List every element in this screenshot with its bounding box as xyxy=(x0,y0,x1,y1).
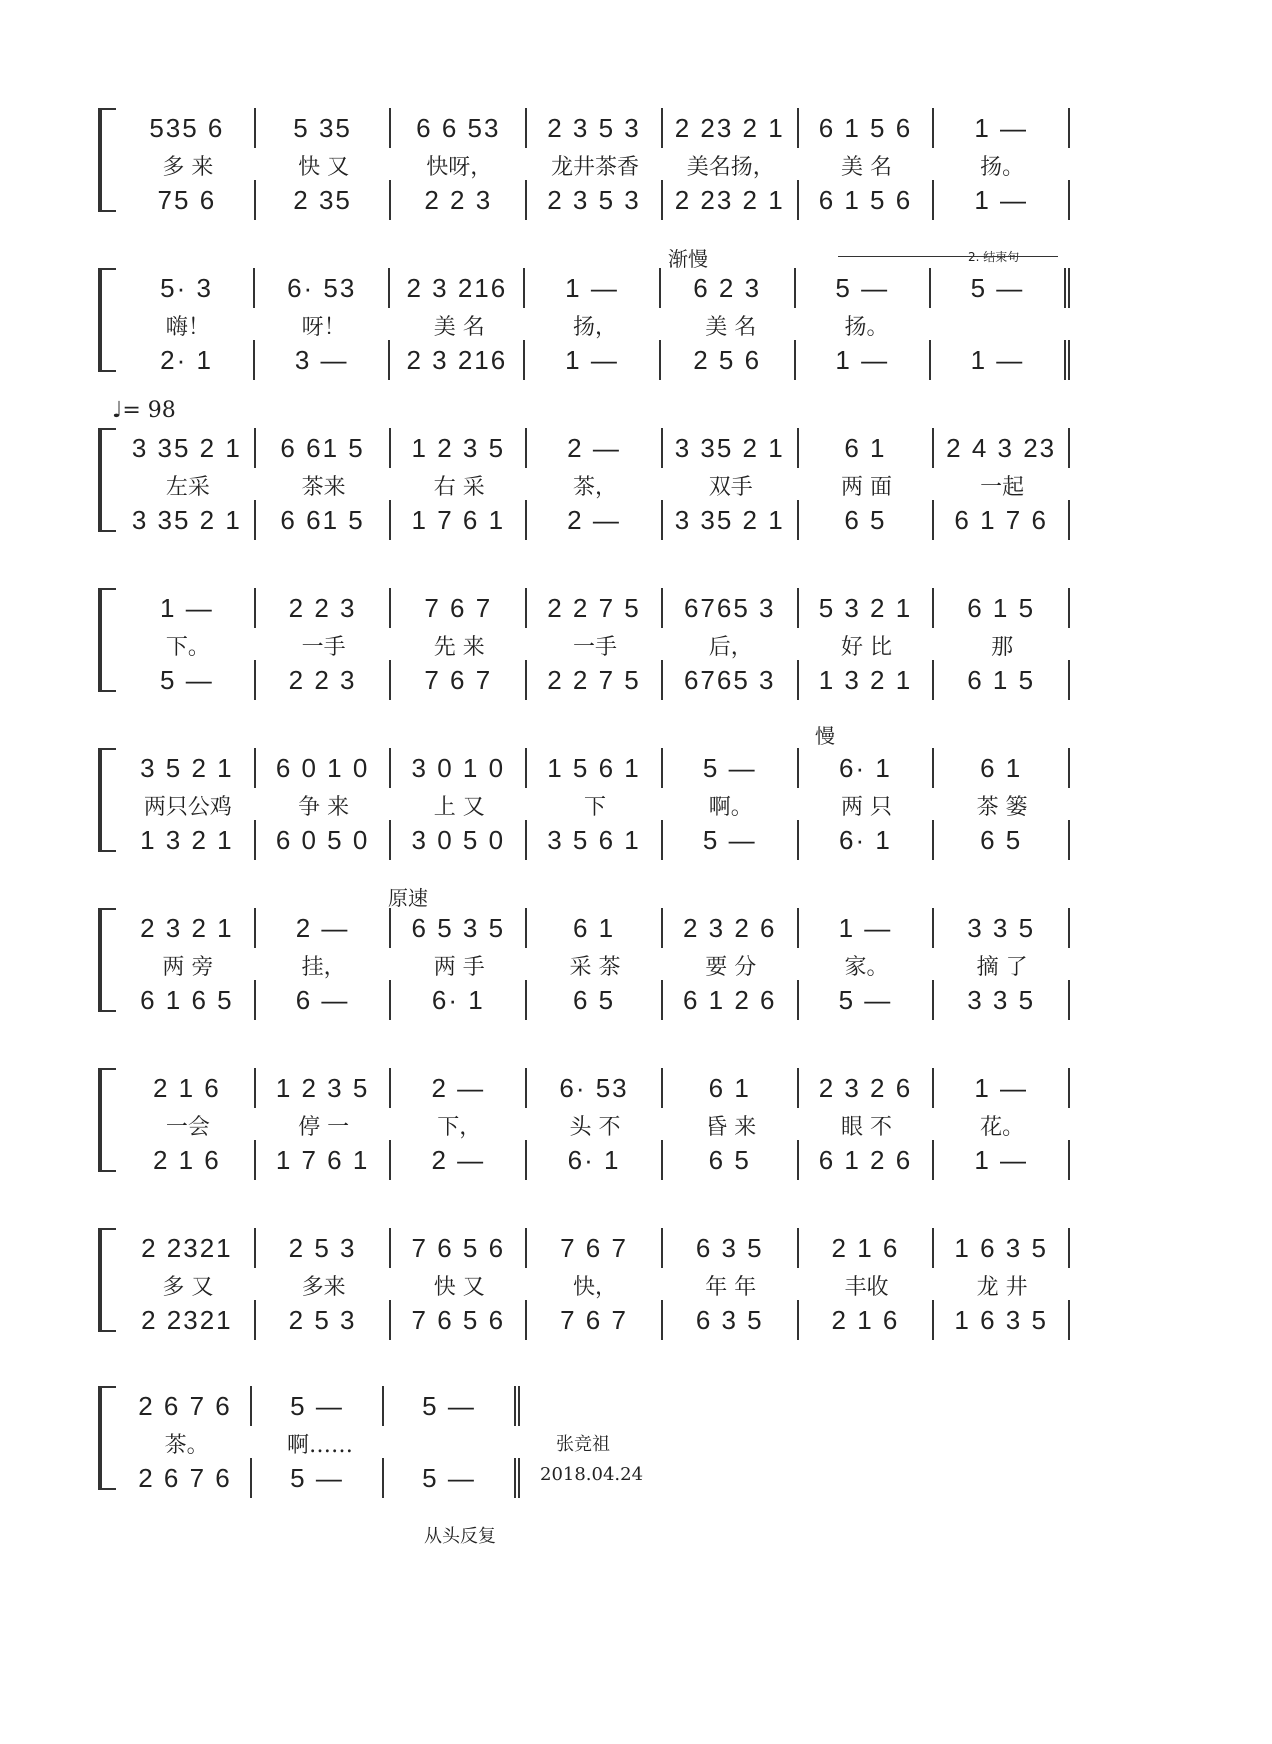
lyric-text: 一会 xyxy=(165,1115,210,1140)
lyric-text: 摘 了 xyxy=(976,955,1028,980)
measure: 2 3 216 xyxy=(390,340,525,380)
ending-line xyxy=(838,256,1058,257)
lyric-text: 快 又 xyxy=(433,1275,485,1300)
lyric-line xyxy=(120,950,1070,981)
mark-jianman: 渐慢 xyxy=(668,247,708,271)
lyric-text: 下 xyxy=(584,795,607,820)
lyric-text: 两 只 xyxy=(840,795,892,820)
tempo-mark: ♩= 98 xyxy=(112,398,176,423)
lyric-text: 呀！ xyxy=(301,315,346,340)
measure: 6· 1 xyxy=(527,1140,663,1180)
system-bracket xyxy=(98,108,116,212)
measure: 535 6 xyxy=(120,108,256,148)
bottom-voice xyxy=(120,1140,1070,1180)
measure: 3 5 6 1 xyxy=(527,820,663,860)
system-bracket xyxy=(98,1068,116,1172)
measure: 3 3 5 xyxy=(934,908,1070,948)
lyric-text: 多 又 xyxy=(162,1275,214,1300)
measure: 6 61 5 xyxy=(256,428,392,468)
measure: 6 0 1 0 xyxy=(256,748,392,788)
measure: 2 3 5 3 xyxy=(527,108,663,148)
measure: 5 — xyxy=(252,1458,384,1498)
top-voice xyxy=(120,588,1070,628)
measure: 6765 3 xyxy=(663,588,799,628)
measure: 7 6 7 xyxy=(527,1228,663,1268)
lyric-text: 快呀， xyxy=(426,155,493,180)
measure: 5 — xyxy=(663,820,799,860)
top-voice xyxy=(120,748,1070,788)
measure: 2 6 7 6 xyxy=(120,1386,252,1426)
measure: 2 35 xyxy=(256,180,392,220)
measure: 2 4 3 23 xyxy=(934,428,1070,468)
lyric-text: 后， xyxy=(708,635,753,660)
measure: 2 — xyxy=(391,1068,527,1108)
lyric-text: 要 分 xyxy=(705,955,757,980)
measure: 5 — xyxy=(384,1458,520,1498)
lyric-text: 两只公鸡 xyxy=(143,795,232,820)
measure: 6 0 5 0 xyxy=(256,820,392,860)
measure: 1 — xyxy=(525,340,660,380)
lyric-text: 扬， xyxy=(573,315,618,340)
lyric-text: 美 名 xyxy=(840,155,892,180)
ending-2: 2. 结束句 xyxy=(968,250,1020,264)
lyric-text: 两 面 xyxy=(840,475,892,500)
measure: 7 6 5 6 xyxy=(391,1300,527,1340)
lyric-text: 一起 xyxy=(980,475,1025,500)
bottom-voice xyxy=(120,980,1070,1020)
bottom-voice xyxy=(120,660,1070,700)
measure: 1 7 6 1 xyxy=(256,1140,392,1180)
lyric-text: 停 一 xyxy=(298,1115,350,1140)
measure: 6 1 2 6 xyxy=(799,1140,935,1180)
measure: 2 2 3 xyxy=(256,660,392,700)
measure: 6 5 xyxy=(663,1140,799,1180)
measure: 1 2 3 5 xyxy=(256,1068,392,1108)
measure: 6 1 2 6 xyxy=(663,980,799,1020)
lyric-text: 一手 xyxy=(301,635,346,660)
measure: 2 2321 xyxy=(120,1300,256,1340)
measure: 2 2 7 5 xyxy=(527,660,663,700)
measure: 1 — xyxy=(799,908,935,948)
measure: 1 3 2 1 xyxy=(799,660,935,700)
lyric-text: 茶。 xyxy=(164,1433,209,1458)
lyric-text: 两 手 xyxy=(433,955,485,980)
system-bracket xyxy=(98,748,116,852)
system-bracket xyxy=(98,1386,116,1490)
lyric-text: 龙 井 xyxy=(976,1275,1028,1300)
lyric-line xyxy=(120,470,1070,501)
top-voice xyxy=(120,268,1070,308)
measure: 2 3 2 1 xyxy=(120,908,256,948)
measure: 2 3 5 3 xyxy=(527,180,663,220)
lyric-line xyxy=(120,1110,1070,1141)
bottom-voice xyxy=(120,180,1070,220)
measure: 1 — xyxy=(934,180,1070,220)
measure: 2 — xyxy=(527,428,663,468)
lyric-text: 茶 篓 xyxy=(976,795,1028,820)
measure: 5 — xyxy=(931,268,1070,308)
bottom-voice xyxy=(120,340,1070,380)
measure: 6 5 xyxy=(799,500,935,540)
date: 2018.04.24 xyxy=(540,1464,644,1485)
lyric-text: 龙井茶香 xyxy=(551,155,640,180)
measure: 6 1 xyxy=(934,748,1070,788)
lyric-text: 左采 xyxy=(165,475,210,500)
lyric-text: 美 名 xyxy=(705,315,757,340)
top-voice xyxy=(120,1386,520,1426)
measure: 3 35 2 1 xyxy=(663,428,799,468)
measure: 2 5 6 xyxy=(661,340,796,380)
measure: 3 — xyxy=(255,340,390,380)
measure: 3 0 5 0 xyxy=(391,820,527,860)
measure: 2 5 3 xyxy=(256,1228,392,1268)
measure: 6 3 5 xyxy=(663,1300,799,1340)
measure: 1 — xyxy=(120,588,256,628)
measure: 2 2 3 xyxy=(256,588,392,628)
measure: 1 — xyxy=(931,340,1070,380)
measure: 6 1 5 6 xyxy=(799,180,935,220)
lyric-text: 采 茶 xyxy=(569,955,621,980)
top-voice xyxy=(120,1228,1070,1268)
measure: 6 6 53 xyxy=(391,108,527,148)
measure: 5 — xyxy=(120,660,256,700)
measure: 3 0 1 0 xyxy=(391,748,527,788)
measure: 6· 1 xyxy=(799,820,935,860)
measure: 6 1 xyxy=(663,1068,799,1108)
measure: 6 1 xyxy=(527,908,663,948)
measure: 2 1 6 xyxy=(799,1228,935,1268)
lyric-text: 好 比 xyxy=(840,635,892,660)
measure: 2 2 3 xyxy=(391,180,527,220)
measure: 6 1 xyxy=(799,428,935,468)
lyric-text: 昏 来 xyxy=(705,1115,757,1140)
measure: 6 1 6 5 xyxy=(120,980,256,1020)
bottom-voice xyxy=(120,820,1070,860)
measure: 6765 3 xyxy=(663,660,799,700)
measure: 6 1 5 6 xyxy=(799,108,935,148)
mark-man: 慢 xyxy=(815,724,835,748)
lyric-text: 争 来 xyxy=(298,795,350,820)
measure: 1 — xyxy=(796,340,931,380)
lyric-text: 美名扬， xyxy=(686,155,775,180)
lyric-text: 快， xyxy=(573,1275,618,1300)
mark-yuansu: 原速 xyxy=(388,886,428,910)
measure: 2 2 7 5 xyxy=(527,588,663,628)
measure: 3 35 2 1 xyxy=(120,428,256,468)
measure: 7 6 7 xyxy=(391,588,527,628)
lyric-text: 下， xyxy=(437,1115,482,1140)
lyric-line xyxy=(120,630,1070,661)
measure: 5 — xyxy=(799,980,935,1020)
measure: 2 5 3 xyxy=(256,1300,392,1340)
measure: 5 — xyxy=(252,1386,384,1426)
bottom-voice xyxy=(120,500,1070,540)
lyric-line xyxy=(120,150,1070,181)
measure: 6 5 3 5 xyxy=(391,908,527,948)
measure: 2 2321 xyxy=(120,1228,256,1268)
top-voice xyxy=(120,108,1070,148)
lyric-text: 啊。 xyxy=(708,795,753,820)
lyric-text xyxy=(934,310,1070,341)
lyric-text: 扬。 xyxy=(980,155,1025,180)
measure: 6· 1 xyxy=(799,748,935,788)
measure: 75 6 xyxy=(120,180,256,220)
lyric-text: 家。 xyxy=(844,955,889,980)
measure: 6 1 7 6 xyxy=(934,500,1070,540)
measure: 7 6 7 xyxy=(527,1300,663,1340)
system-bracket xyxy=(98,1228,116,1332)
lyric-text xyxy=(387,1428,520,1459)
measure: 2 — xyxy=(391,1140,527,1180)
lyric-text: 年 年 xyxy=(705,1275,757,1300)
measure: 6 1 5 xyxy=(934,588,1070,628)
measure: 2· 1 xyxy=(120,340,255,380)
lyric-text: 丰收 xyxy=(844,1275,889,1300)
system-bracket xyxy=(98,908,116,1012)
lyric-text: 茶来 xyxy=(301,475,346,500)
measure: 2 3 2 6 xyxy=(799,1068,935,1108)
measure: 5 — xyxy=(796,268,931,308)
lyric-text: 茶， xyxy=(573,475,618,500)
measure: 2 3 2 6 xyxy=(663,908,799,948)
measure: 6 3 5 xyxy=(663,1228,799,1268)
measure: 6 — xyxy=(256,980,392,1020)
system-bracket xyxy=(98,268,116,372)
top-voice xyxy=(120,1068,1070,1108)
lyric-text: 快 又 xyxy=(298,155,350,180)
measure: 1 2 3 5 xyxy=(391,428,527,468)
lyric-text: 扬。 xyxy=(844,315,889,340)
author: 张竞祖 xyxy=(556,1434,610,1455)
lyric-line xyxy=(120,1270,1070,1301)
measure: 1 3 2 1 xyxy=(120,820,256,860)
measure: 2 1 6 xyxy=(120,1068,256,1108)
top-voice xyxy=(120,428,1070,468)
lyric-text: 一手 xyxy=(573,635,618,660)
lyric-text: 花。 xyxy=(980,1115,1025,1140)
measure: 1 6 3 5 xyxy=(934,1300,1070,1340)
measure: 2 — xyxy=(256,908,392,948)
measure: 5 3 2 1 xyxy=(799,588,935,628)
bottom-voice xyxy=(120,1458,520,1498)
lyric-text: 嗨！ xyxy=(165,315,210,340)
lyric-text: 啊…… xyxy=(286,1433,353,1458)
lyric-line xyxy=(120,1428,520,1459)
measure: 1 — xyxy=(934,1068,1070,1108)
measure: 1 — xyxy=(934,108,1070,148)
measure: 6 2 3 xyxy=(661,268,796,308)
lyric-line xyxy=(120,310,1070,341)
repeat-mark: 从头反复 xyxy=(424,1526,496,1547)
lyric-text: 两 旁 xyxy=(162,955,214,980)
measure: 2 23 2 1 xyxy=(663,180,799,220)
measure: 7 6 7 xyxy=(391,660,527,700)
lyric-text: 眼 不 xyxy=(840,1115,892,1140)
measure: 3 35 2 1 xyxy=(120,500,256,540)
measure: 2 1 6 xyxy=(120,1140,256,1180)
measure: 1 — xyxy=(934,1140,1070,1180)
lyric-text: 多来 xyxy=(301,1275,346,1300)
measure: 5· 3 xyxy=(120,268,255,308)
lyric-text: 多 来 xyxy=(162,155,214,180)
system-bracket xyxy=(98,588,116,692)
bottom-voice xyxy=(120,1300,1070,1340)
measure: 6 5 xyxy=(934,820,1070,860)
measure: 1 — xyxy=(525,268,660,308)
measure: 3 5 2 1 xyxy=(120,748,256,788)
measure: 6· 53 xyxy=(527,1068,663,1108)
measure: 5 — xyxy=(663,748,799,788)
lyric-text: 挂， xyxy=(301,955,346,980)
measure: 6· 1 xyxy=(391,980,527,1020)
lyric-text: 先 来 xyxy=(433,635,485,660)
lyric-text: 头 不 xyxy=(569,1115,621,1140)
measure: 1 7 6 1 xyxy=(391,500,527,540)
measure: 6 61 5 xyxy=(256,500,392,540)
lyric-line xyxy=(120,790,1070,821)
measure: 5 — xyxy=(384,1386,520,1426)
measure: 2 1 6 xyxy=(799,1300,935,1340)
measure: 2 3 216 xyxy=(390,268,525,308)
measure: 7 6 5 6 xyxy=(391,1228,527,1268)
top-voice xyxy=(120,908,1070,948)
measure: 2 — xyxy=(527,500,663,540)
measure: 6 1 5 xyxy=(934,660,1070,700)
measure: 1 5 6 1 xyxy=(527,748,663,788)
measure: 3 35 2 1 xyxy=(663,500,799,540)
lyric-text: 右 采 xyxy=(433,475,485,500)
measure: 1 6 3 5 xyxy=(934,1228,1070,1268)
measure: 5 35 xyxy=(256,108,392,148)
measure: 6 5 xyxy=(527,980,663,1020)
lyric-text: 上 又 xyxy=(433,795,485,820)
lyric-text: 美 名 xyxy=(433,315,485,340)
lyric-text: 双手 xyxy=(708,475,753,500)
measure: 2 6 7 6 xyxy=(120,1458,252,1498)
lyric-text: 下。 xyxy=(165,635,210,660)
lyric-text: 那 xyxy=(991,635,1014,660)
measure: 6· 53 xyxy=(255,268,390,308)
measure: 2 23 2 1 xyxy=(663,108,799,148)
measure: 3 3 5 xyxy=(934,980,1070,1020)
system-bracket xyxy=(98,428,116,532)
